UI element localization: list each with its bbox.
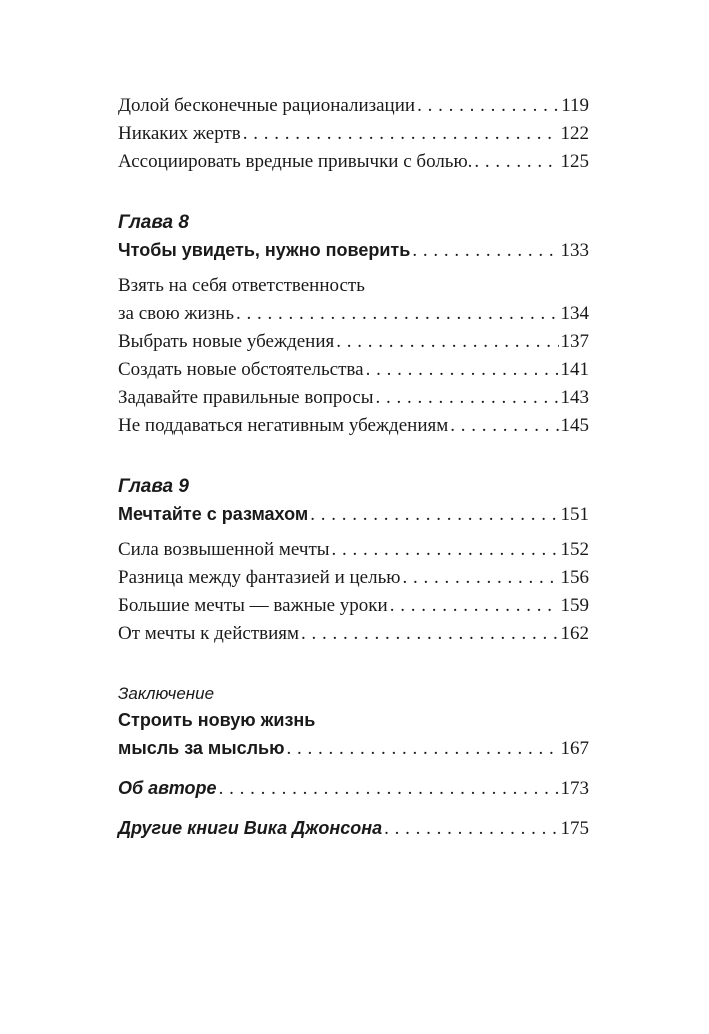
toc-entry-title: Большие мечты — важные уроки [118,595,388,616]
other-books-entry [118,814,589,842]
chapter-heading-title: Мечтайте с размахом [118,504,309,524]
toc-entry [118,536,589,564]
conclusion-page: 167 [560,738,589,759]
toc-entry [118,92,589,120]
about-author-entry [118,774,589,802]
toc-entry-page: 119 [561,95,589,116]
toc-entry-page: 162 [560,623,589,644]
toc-entry-title: Разница между фантазией и целью [118,567,401,588]
dot-leader [310,501,558,529]
toc-entry-title: Ассоциировать вредные привычки с болью. [118,151,473,172]
toc-entry [118,592,589,620]
toc-entry [118,564,589,592]
chapter-8-heading [118,236,589,264]
toc-entry-page: 122 [560,123,589,144]
dot-leader [474,148,558,176]
toc-entry-title: Создать новые обстоятельства [118,359,364,380]
dot-leader [287,735,559,763]
toc-entry-title: Сила возвышенной мечты [118,539,330,560]
other-books-title: Другие книги Вика Джонсона [118,818,383,838]
dot-leader [219,775,559,803]
toc-entry [118,120,589,148]
chapter-9-label: Глава 9 [118,476,189,497]
dot-leader [243,120,559,148]
about-author-page: 173 [560,778,589,799]
toc-entry [118,384,589,412]
dot-leader [412,237,558,265]
toc-entry-page: 145 [560,415,589,436]
table-of-contents [118,92,589,842]
toc-entry-page: 143 [560,387,589,408]
toc-entry-page: 141 [560,359,589,380]
conclusion-entry [118,734,589,762]
toc-entry-page: 134 [560,303,589,324]
toc-entry-page: 152 [560,539,589,560]
toc-entry [118,412,589,440]
dot-leader [402,564,558,592]
toc-entry [118,620,589,648]
chapter-heading-title: Чтобы увидеть, нужно поверить [118,240,411,260]
toc-entry-title: Выбрать новые убеждения [118,331,335,352]
other-books-page: 175 [560,818,589,839]
toc-entry-title: Задавайте правильные вопросы [118,387,374,408]
about-author-title: Об авторе [118,778,217,798]
toc-entry-title: Никаких жертв [118,123,241,144]
toc-entry-title: Долой бесконечные рационализации [118,95,416,116]
toc-entry-page: 125 [560,151,589,172]
dot-leader [417,92,559,120]
dot-leader [376,384,559,412]
toc-entry [118,148,589,176]
conclusion-title-line1: Строить новую жизнь [118,710,316,730]
toc-entry [118,356,589,384]
dot-leader [384,815,558,843]
toc-entry-title: От мечты к действиям [118,623,300,644]
dot-leader [301,620,558,648]
chapter-9-heading [118,500,589,528]
chapter-heading-page: 151 [560,504,589,525]
dot-leader [332,536,559,564]
toc-entry-title: Не поддаваться негативным убеждениям [118,415,449,436]
dot-leader [450,412,558,440]
toc-entry [118,328,589,356]
toc-entry-title-line1: Взять на себя ответственность [118,275,365,296]
dot-leader [366,356,559,384]
dot-leader [236,300,558,328]
conclusion-label: Заключение [118,684,215,703]
toc-entry-page: 156 [560,567,589,588]
chapter-heading-page: 133 [560,240,589,261]
toc-entry [118,300,589,328]
toc-entry-page: 137 [560,331,589,352]
chapter-8-label: Глава 8 [118,212,189,233]
dot-leader [390,592,559,620]
conclusion-title: мысль за мыслью [118,738,285,758]
dot-leader [336,328,558,356]
toc-entry-page: 159 [560,595,589,616]
toc-entry-title: за свою жизнь [118,303,235,324]
